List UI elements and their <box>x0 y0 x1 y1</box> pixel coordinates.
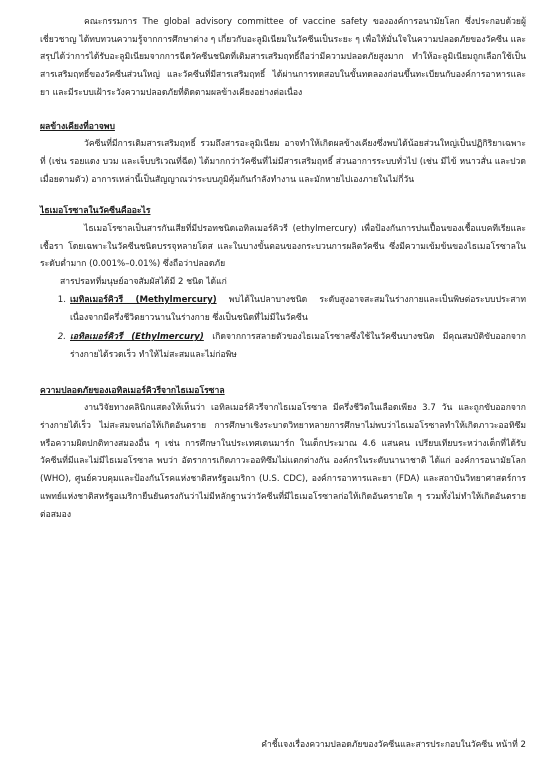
list-item-term: เอทิลเมอร์คิวรี (Ethylmercury) <box>70 332 204 343</box>
mercury-types-list <box>40 292 526 365</box>
document-body <box>40 14 526 524</box>
side-effects-heading: ผลข้างเคียงที่อาจพบ <box>40 121 115 132</box>
list-item-text: เกิดจากการสลายตัวของไธเมอโรซาลซึ่งใช้ในวัคซีนบางชนิด มีคุณสมบัติขับออกจากร่างกายได้รวดเร็ว ทำให้ไม่สะสมและไม่ก่อพิษ <box>70 332 526 360</box>
mercury-types-intro: สารปรอทที่มนุษย์อาจสัมผัสได้มี 2 ชนิด ได้แก่ <box>60 277 227 288</box>
list-item-text: พบได้ในปลาบางชนิด ระดับสูงอาจสะสมในร่างกายและเป็นพิษต่อระบบประสาท เนื่องจากมีครึ่งชีวิตยาวนานในร่างกาย ซึ่งเป็นชนิดที่ไม่มีในวัคซีน <box>70 294 526 323</box>
thimerosal-heading: ไธเมอโรซาลในวัคซีนคืออะไร <box>40 206 151 217</box>
section-spacer <box>40 367 526 383</box>
list-item <box>40 292 526 327</box>
list-item-term: เมทิลเมอร์คิวรี (Methylmercury) <box>70 294 217 305</box>
safety-paragraph: งานวิจัยทางคลินิกแสดงให้เห็นว่า เอทิลเมอร์คิวรีจากไธเมอโรซาล มีครึ่งชีวิตในเลือดเพียง 3.7 วัน และถูกขับออกจากร่างกายได้เร็ว ไม่สะสมจนก่อให้เกิดอันตราย การศึกษาเชิงระบาดวิทยาหลายการศึกษาไม่พบว่าไธเมอโรซาลทำให้เกิดภาวะออทิซึมหรือความผิดปกติทางสมองอื่น ๆ เช่น การศึกษาในประเทศเดนมาร์ก ในเด็กประมาณ 4.6 แสนคน เปรียบเทียบระหว่างเด็กที่ได้รับวัคซีนที่มีและไม่มีไธเมอโรซาล พบว่า อัตราการเกิดภาวะออทิซึมไม่แตกต่างกัน องค์กรในระดับนานาชาติ ได้แก่ องค์การอนามัยโลก (WHO), ศูนย์ควบคุมและป้องกันโรคแห่งชาติสหรัฐอเมริกา (U.S. CDC), องค์การอาหารและยา (FDA) และสถาบันวิทยาศาสตร์การแพทย์แห่งชาติสหรัฐอเมริกายืนยันตรงกันว่าไม่มีหลักฐานว่าวัคซีนที่มีไธเมอโรซาลก่อให้เกิดอันตรายใด ๆ รวมทั้งไม่ทำให้เกิดอันตรายต่อสมอง <box>40 403 526 520</box>
section-spacer <box>40 189 526 203</box>
list-item <box>40 329 526 364</box>
page-footer: คำชี้แจงเรื่องความปลอดภัยของวัคซีนและสารประกอบในวัคซีน หน้าที่ 2 <box>261 740 526 750</box>
intro-paragraph: คณะกรรมการ The global advisory committee of vaccine safety ขององค์การอนามัยโลก ซึ่งประกอบด้วยผู้เชี่ยวชาญ ได้ทบทวนความรู้จากการศึกษาต่าง ๆ เกี่ยวกับอะลูมิเนียมในวัคซีนเป็นระยะ ๆ เพื่อให้มั่นใจในความปลอดภัยของวัคซีน และสรุปได้ว่าการได้รับอะลูมิเนียมจากการฉีดวัคซีนชนิดที่เติมสารเสริมฤทธิ์ถือว่ามีความปลอดภัยสูงมาก ทำให้อะลูมิเนียมถูกเลือกใช้เป็นสารเสริมฤทธิ์ของวัคซีนส่วนใหญ่ และวัคซีนที่มีสารเสริมฤทธิ์ ได้ผ่านการทดสอบในขั้นทดลองก่อนขึ้นทะเบียนกับองค์การอาหารและยา และมีระบบเฝ้าระวังความปลอดภัยที่ติดตามผลข้างเคียงอย่างต่อเนื่อง <box>40 17 526 98</box>
side-effects-paragraph: วัคซีนที่มีการเติมสารเสริมฤทธิ์ รวมถึงสารอะลูมิเนียม อาจทำให้เกิดผลข้างเคียงซึ่งพบได้น้อยส่วนใหญ่เป็นปฏิกิริยาเฉพาะที่ (เช่น รอยแดง บวม และเจ็บบริเวณที่ฉีด) ได้มากกว่าวัคซีนที่ไม่มีสารเสริมฤทธิ์ ส่วนอาการระบบทั่วไป (เช่น มีไข้ หนาวสั่น และปวดเมื่อยตามตัว) อาการเหล่านี้เป็นสัญญาณว่าระบบภูมิคุ้มกันกำลังทำงาน และมักหายไปเองภายในไม่กี่วัน <box>40 139 526 185</box>
safety-heading: ความปลอดภัยของเอทิลเมอร์คิวรีจากไธเมอโรซาล <box>40 385 225 396</box>
list-item-number: 2. <box>57 332 66 343</box>
thimerosal-paragraph: ไธเมอโรซาลเป็นสารกันเสียที่มีปรอทชนิดเอทิลเมอร์คิวรี (ethylmercury) เพื่อป้องกันการปนเปื้อนของเชื้อแบคทีเรียและเชื้อรา โดยเฉพาะในวัคซีนชนิดบรรจุหลายโดส และในบางขั้นตอนของกระบวนการผลิตวัคซีน ซึ่งมีความเข้มข้นของไธเมอโรซาลในระดับต่ำมาก (0.001%–0.01%) ซึ่งถือว่าปลอดภัย <box>40 224 526 270</box>
section-spacer <box>40 103 526 119</box>
list-item-number: 1. <box>57 294 66 305</box>
